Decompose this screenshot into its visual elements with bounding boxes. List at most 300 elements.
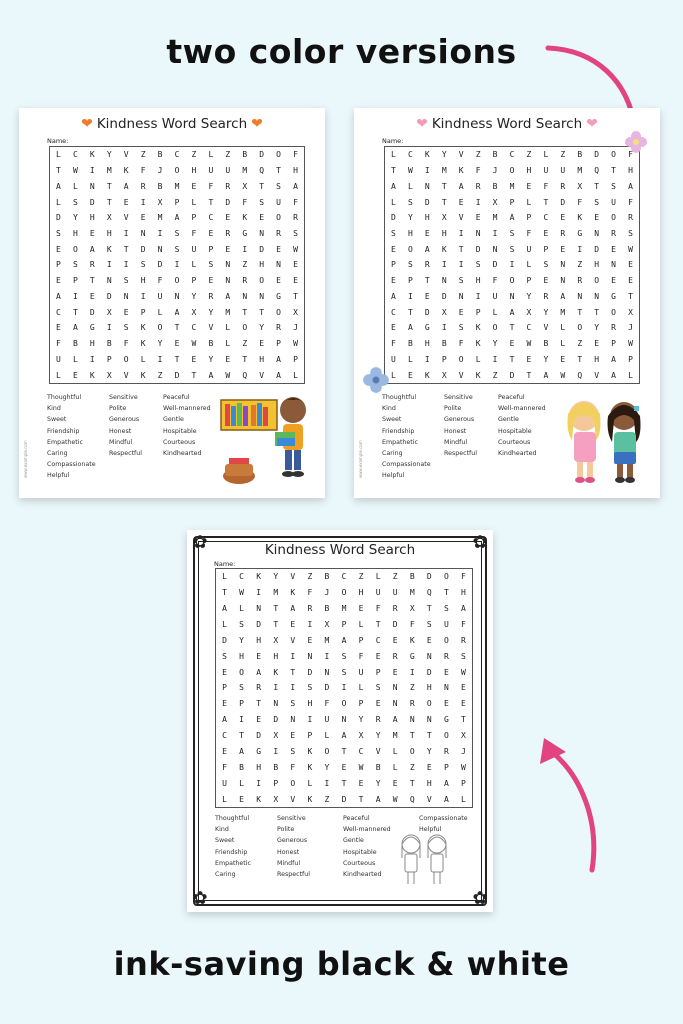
grid-letter: O [259,276,265,286]
grid-letter: B [441,339,447,349]
grid-letter: B [324,604,330,614]
grid-letter: E [391,323,396,333]
grid-letter: L [492,307,498,317]
word-item: Friendship [215,848,248,856]
grid-letter: L [391,150,396,160]
grid-letter: Z [577,260,583,270]
grid-letter: N [475,229,481,239]
grid-letter: F [628,150,633,160]
grid-letter: S [341,651,347,661]
grid-letter: J [461,746,466,756]
grid-letter: P [106,354,112,364]
grid-letter: D [273,715,279,725]
grid-letter: E [392,667,398,677]
word-item: Friendship [47,427,80,435]
grid-letter: T [611,166,616,176]
grid-letter: N [225,276,231,286]
grid-letter: T [293,291,298,301]
grid-letter: E [458,197,464,207]
grid-letter: A [225,291,231,301]
grid-letter: E [358,604,364,614]
grid-letter: F [293,150,298,160]
grid-letter: F [242,197,248,207]
grid-letter: S [458,276,464,286]
word-list [47,392,211,492]
word-item: Kind [382,405,396,413]
grid-letter: W [560,370,566,380]
grid-letter: L [225,339,231,349]
grid-letter: Y [594,323,600,333]
grid-letter: A [256,667,262,677]
grid-letter: M [392,731,398,741]
grid-letter: W [358,762,364,772]
grid-letter: K [140,370,146,380]
grid-letter: N [256,604,262,614]
grid-letter: B [157,181,163,191]
grid-letter: F [157,276,163,286]
grid-letter: D [259,244,265,254]
grid-letter: T [526,370,532,380]
word-item: Caring [47,450,68,458]
letter-grid [384,146,640,384]
grid-letter: U [358,667,364,677]
grid-letter: E [307,635,313,645]
grid-letter: Z [560,150,566,160]
grid-letter: U [543,166,549,176]
grid-letter: B [409,572,415,582]
grid-letter: G [424,323,430,333]
grid-letter: R [628,213,633,223]
grid-letter: I [492,354,498,364]
grid-letter: X [273,731,279,741]
grid-letter: T [594,307,600,317]
grid-letter: F [140,166,146,176]
grid-letter: T [341,746,347,756]
grid-letter: Y [426,746,432,756]
grid-letter: A [443,794,449,804]
grid-letter: N [492,244,498,254]
name-label: Name: [214,560,236,568]
grid-letter: E [424,229,430,239]
grid-letter: H [526,166,532,176]
grid-letter: W [526,339,532,349]
grid-letter: N [341,715,347,725]
grid-letter: V [458,213,464,223]
grid-letter: M [509,181,515,191]
grid-letter: E [123,307,129,317]
grid-letter: A [222,715,227,725]
grid-letter: T [543,197,549,207]
word-item: Thoughtful [215,815,250,822]
word-item: Courteous [343,859,376,867]
grid-letter: Z [409,683,415,693]
grid-letter: L [56,370,61,380]
grid-letter: A [56,291,61,301]
word-item: Kind [215,826,229,834]
grid-letter: K [424,150,430,160]
grid-letter: C [375,635,381,645]
grid-letter: L [222,572,227,582]
grid-letter: R [392,651,398,661]
grid-letter: E [290,731,296,741]
grid-letter: T [391,166,396,176]
grid-letter: Z [140,150,146,160]
grid-letter: N [174,291,180,301]
grid-letter: E [594,213,600,223]
grid-letter: M [273,588,279,598]
grid-letter: E [56,244,61,254]
grid-letter: W [72,166,78,176]
grid-letter: N [426,651,432,661]
grid-letter: M [157,213,163,223]
grid-letter: S [239,620,244,629]
grid-letter: F [577,197,583,207]
grid-letter: I [324,778,330,788]
grid-letter: I [140,197,146,207]
word-item: Respectful [277,871,311,879]
grid-letter: C [543,213,549,223]
grid-letter: S [509,229,515,239]
grid-letter: T [89,276,95,286]
word-list [382,392,546,492]
grid-letter: S [426,620,432,629]
grid-letter: A [611,354,616,364]
grid-letter: X [106,370,112,380]
grid-letter: S [174,244,180,254]
grid-letter: X [441,307,447,317]
grid-letter: R [543,291,549,301]
grid-letter: J [324,588,330,598]
grid-letter: K [475,323,481,333]
grid-letter: N [307,651,313,661]
grid-letter: T [407,307,413,317]
side-copyright: www.example.com [23,440,28,478]
word-item: Generous [109,416,140,424]
grid-letter: D [509,370,515,380]
grid-letter: N [441,276,447,286]
grid-letter: Y [375,731,381,741]
grid-letter: O [324,746,330,756]
grid-letter: T [174,354,180,364]
grid-letter: F [358,651,364,661]
grid-letter: H [191,166,197,176]
grid-letter: O [341,699,347,709]
grid-letter: K [256,794,262,804]
grid-letter: L [72,181,78,191]
grid-letter: L [475,354,481,364]
grid-letter: C [72,150,78,160]
grid-letter: L [392,746,398,756]
grid-letter: V [290,794,296,804]
grid-letter: I [242,244,248,254]
grid-letter: A [375,794,381,804]
grid-letter: L [461,794,466,804]
grid-letter: H [461,588,466,598]
grid-letter: E [407,370,413,380]
grid-letter: S [140,260,146,270]
grid-letter: R [208,291,214,301]
grid-letter: X [441,213,447,223]
grid-letter: P [509,197,515,207]
grid-letter: E [290,620,296,629]
grid-letter: O [341,588,347,598]
girls-outline-illustration [393,830,457,890]
grid-letter: I [256,778,262,788]
grid-letter: N [392,683,398,693]
grid-letter: B [375,762,381,772]
grid-letter: K [577,213,583,223]
word-item: Generous [277,837,308,845]
grid-letter: T [256,699,262,709]
grid-letter: F [475,166,481,176]
grid-letter: E [526,181,532,191]
grid-letter: N [225,260,231,270]
flower-icon [624,130,648,154]
grid-letter: L [358,620,364,629]
grid-letter: V [208,323,214,333]
grid-letter: Y [375,778,381,788]
grid-letter: F [461,572,466,582]
grid-letter: U [208,166,214,176]
grid-letter: N [89,181,95,191]
grid-letter: A [509,213,515,223]
grid-letter: F [543,181,549,191]
grid-letter: I [458,229,464,239]
grid-letter: O [509,166,515,176]
worksheet-black-white [187,530,493,912]
word-item: Empathetic [215,859,251,867]
grid-letter: F [628,197,633,207]
grid-letter: F [461,620,466,629]
grid-letter: B [106,339,112,349]
grid-letter: S [391,229,396,239]
grid-letter: R [293,213,298,223]
grid-letter: T [441,197,447,207]
grid-letter: H [475,276,481,286]
flower-icon [362,366,390,394]
grid-letter: I [123,229,129,239]
word-item: Respectful [109,450,143,458]
word-item: Empathetic [382,438,418,446]
grid-letter: E [560,354,566,364]
grid-letter: B [242,150,248,160]
grid-letter: I [273,683,279,693]
grid-letter: N [424,181,430,191]
grid-letter: C [191,323,197,333]
grid-letter: E [276,244,281,254]
grid-letter: A [276,354,281,364]
grid-letter: H [426,778,432,788]
grid-letter: B [157,150,163,160]
grid-letter: I [123,260,129,270]
word-item: Empathetic [47,438,83,446]
grid-letter: U [56,354,61,364]
grid-letter: X [242,181,248,191]
grid-letter: V [123,213,129,223]
grid-letter: E [424,291,430,301]
grid-letter: L [407,181,413,191]
grid-letter: K [409,635,415,645]
grid-letter: Z [225,150,231,160]
grid-letter: E [375,651,381,661]
grid-letter: A [208,370,214,380]
grid-letter: H [424,213,430,223]
grid-letter: E [594,339,600,349]
word-column-3 [343,813,391,880]
grid-letter: V [594,370,600,380]
grid-letter: X [526,307,532,317]
grid-letter: E [222,746,227,756]
grid-letter: T [276,166,281,176]
grid-letter: T [426,604,432,614]
grid-letter: R [461,635,466,645]
grid-letter: P [628,354,633,364]
grid-letter: R [140,181,146,191]
grid-letter: M [560,307,566,317]
grid-letter: U [492,291,498,301]
grid-letter: A [56,181,61,191]
grid-letter: E [276,276,281,286]
letter-grid [49,146,305,384]
grid-letter: D [259,150,265,160]
grid-letter: A [174,307,180,317]
word-item: Peaceful [163,394,190,401]
word-item: Kindhearted [498,450,537,458]
grid-letter: Y [106,150,112,160]
grid-letter: Q [242,370,248,380]
grid-letter: S [123,323,129,333]
grid-letter: Z [475,150,481,160]
grid-letter: E [426,762,432,772]
grid-letter: T [628,291,633,301]
grid-letter: L [392,762,398,772]
grid-letter: E [543,229,549,239]
word-item: Polite [277,826,295,834]
grid-letter: E [392,778,398,788]
grid-letter: Z [577,339,583,349]
word-item: Kindhearted [163,450,202,458]
grid-letter: E [543,276,549,286]
grid-letter: O [409,746,415,756]
grid-letter: M [324,635,330,645]
grid-letter: A [89,244,95,254]
grid-letter: M [409,588,415,598]
grid-letter: L [407,354,413,364]
grid-letter: D [256,620,262,629]
worksheet-title [19,116,325,132]
grid-letter: O [72,244,78,254]
grid-letter: H [358,588,364,598]
word-item: Honest [277,848,300,856]
grid-letter: S [443,604,449,614]
grid-letter: C [222,731,227,741]
word-column-1 [215,813,251,880]
word-item: Mindful [109,438,133,446]
grid-letter: E [72,370,78,380]
grid-letter: D [56,213,61,223]
grid-letter: K [307,746,313,756]
grid-letter: L [208,150,214,160]
word-item: Honest [444,427,467,435]
grid-letter: P [239,699,244,709]
word-item: Thoughtful [47,394,82,401]
worksheet-color-orange [19,108,325,498]
word-item: Respectful [444,450,478,458]
grid-letter: S [543,260,549,270]
grid-letter: R [89,260,95,270]
grid-letter: G [276,291,281,301]
grid-letter: D [391,213,396,223]
grid-letter: A [407,323,413,333]
grid-letter: T [441,181,447,191]
grid-letter: H [140,276,146,286]
grid-letter: E [174,339,180,349]
grid-letter: T [509,323,515,333]
grid-letter: I [492,229,498,239]
name-label: Name: [47,137,69,145]
grid-letter: N [594,229,600,239]
grid-letter: H [256,762,262,772]
grid-letter: T [242,354,248,364]
grid-letter: F [293,197,298,207]
grid-letter: T [191,370,197,380]
grid-letter: P [191,213,197,223]
grid-letter: Z [157,370,163,380]
grid-letter: T [461,715,466,725]
grid-letter: Z [409,762,415,772]
grid-letter: G [89,323,95,333]
grid-letter: E [461,699,466,709]
grid-letter: W [191,339,197,349]
grid-letter: Y [208,354,214,364]
word-column-2 [444,392,477,459]
grid-letter: Y [492,339,498,349]
grid-letter: S [259,197,265,207]
word-item: Kind [47,405,61,413]
grid-letter: J [628,323,633,333]
grid-letter: T [458,244,464,254]
grid-letter: S [375,683,381,693]
grid-letter: B [239,762,244,772]
word-item: Sensitive [444,394,473,401]
grid-letter: V [123,370,129,380]
word-item: Caring [382,450,403,458]
grid-letter: O [239,667,244,677]
grid-letter: O [492,323,498,333]
grid-letter: R [475,181,481,191]
grid-letter: J [293,323,298,333]
grid-letter: U [391,354,396,364]
grid-letter: E [293,276,298,286]
grid-letter: F [492,276,498,286]
grid-letter: W [239,588,244,598]
grid-letter: E [611,276,616,286]
grid-letter: T [443,588,449,598]
arrow-up-icon [530,730,620,880]
grid-letter: B [543,339,549,349]
grid-letter: P [341,620,347,629]
grid-letter: I [324,651,330,661]
grid-letter: T [409,778,415,788]
grid-letter: L [56,150,61,160]
grid-letter: D [441,291,447,301]
grid-letter: N [290,715,296,725]
grid-letter: H [293,166,298,176]
grid-letter: P [407,276,413,286]
grid-letter: Y [407,213,413,223]
grid-letter: F [307,588,313,598]
grid-letter: V [259,370,265,380]
